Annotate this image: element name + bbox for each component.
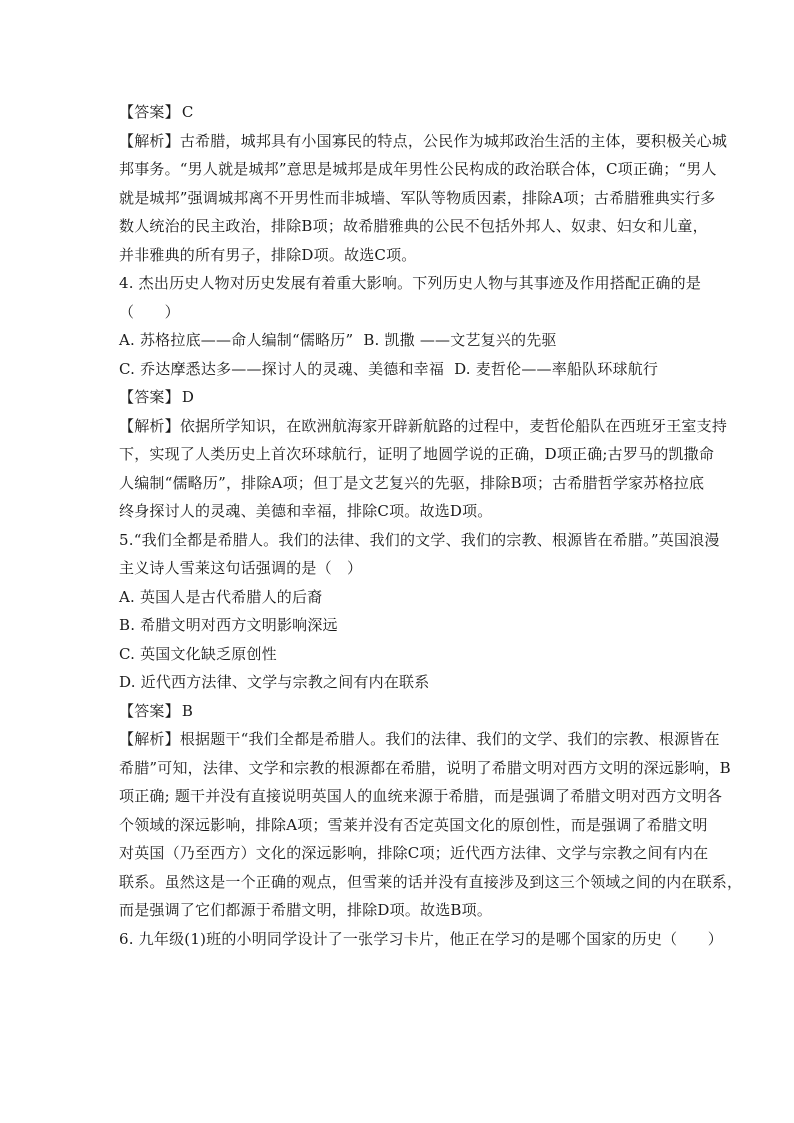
q4-options-row-1 bbox=[119, 326, 679, 355]
analysis-line bbox=[119, 725, 720, 754]
answer-label: 【答案】 bbox=[119, 388, 180, 406]
option-c: C. 英国文化缺乏原创性 bbox=[119, 644, 277, 663]
analysis-line: 希腊”可知，法律、文学和宗教的根源都在希腊，说明了希腊文明对西方文明的深远影响，B bbox=[119, 758, 731, 777]
q5-analysis bbox=[119, 725, 743, 925]
q5-stem bbox=[119, 526, 720, 583]
analysis-label: 【解析】 bbox=[119, 131, 180, 150]
analysis-text: 依据所学知识，在欧洲航海家开辟新航路的过程中，麦哲伦船队在西班牙王室支持 bbox=[179, 416, 728, 435]
analysis-line: 而是强调了它们都源于希腊文明，排除D项。故选B项。 bbox=[119, 901, 493, 919]
option-b: B. 希腊文明对西方文明影响深远 bbox=[119, 616, 338, 634]
q3-answer bbox=[119, 98, 679, 127]
q5-answer bbox=[119, 697, 679, 726]
option-c: C. 乔达摩悉达多——探讨人的灵魂、美德和幸福 bbox=[119, 359, 445, 378]
q4-stem bbox=[119, 269, 702, 326]
analysis-line: 邦事务。“男人就是城邦”意思是城邦是成年男性公民构成的政治联合体，C项正确；“男人 bbox=[119, 160, 717, 178]
q3-analysis bbox=[119, 127, 728, 270]
option-d: D. 麦哲伦——率船队环球航行 bbox=[454, 359, 659, 378]
option-b: B. 凯撒 ——文艺复兴的先驱 bbox=[363, 331, 557, 349]
analysis-line: 并非雅典的所有男子，排除D项。故选C项。 bbox=[119, 245, 417, 264]
question-stem-line: 5.“我们全都是希腊人。我们的法律、我们的文学、我们的宗教、根源皆在希腊。”英国浪漫 bbox=[119, 530, 720, 549]
answer-value: C bbox=[181, 103, 194, 121]
option-d: D. 近代西方法律、文学与宗教之间有内在联系 bbox=[119, 673, 430, 691]
analysis-line: 个领域的深远影响，排除A项；雪莱并没有否定英国文化的原创性，而是强调了希腊文明 bbox=[119, 815, 708, 834]
answer-value: B bbox=[181, 701, 194, 720]
analysis-line: 项正确; 题干并没有直接说明英国人的血统来源于希腊，而是强调了希腊文明对西方文明各 bbox=[119, 787, 723, 805]
analysis-line: 就是城邦”强调城邦离不开男性而非城墙、军队等物质因素，排除A项；古希腊雅典实行多 bbox=[119, 188, 716, 207]
question-stem-line: 主义诗人雪莱这句话强调的是（ ） bbox=[119, 559, 363, 577]
analysis-line: 人编制“儒略历”，排除A项；但丁是文艺复兴的先驱，排除B项；古希腊哲学家苏格拉底 bbox=[119, 473, 705, 492]
answer-value: D bbox=[181, 388, 195, 406]
analysis-line bbox=[119, 412, 728, 441]
analysis-line: 对英国（乃至西方）文化的深远影响，排除C项；近代西方法律、文学与宗教之间有内在 bbox=[119, 844, 709, 862]
analysis-line: 终身探讨人的灵魂、美德和幸福，排除C项。故选D项。 bbox=[119, 502, 493, 520]
analysis-label: 【解析】 bbox=[119, 416, 180, 435]
option-a: A. 英国人是古代希腊人的后裔 bbox=[119, 587, 323, 606]
analysis-line bbox=[119, 127, 728, 156]
q4-answer bbox=[119, 383, 679, 412]
q4-analysis bbox=[119, 412, 728, 526]
analysis-line: 联系。虽然这是一个正确的观点，但雪莱的话并没有直接涉及到这三个领域之间的内在联系， bbox=[119, 872, 743, 891]
document-content bbox=[119, 98, 743, 953]
analysis-text: 古希腊，城邦具有小国寡民的特点，公民作为城邦政治生活的主体，要积极关心城 bbox=[179, 131, 728, 150]
answer-label: 【答案】 bbox=[119, 103, 180, 121]
option-a: A. 苏格拉底——命人编制“儒略历” bbox=[119, 331, 354, 349]
analysis-line: 数人统治的民主政治，排除B项；故希腊雅典的公民不包括外邦人、奴隶、妇女和儿童， bbox=[119, 217, 708, 235]
question-stem-line: 4. 杰出历史人物对历史发展有着重大影响。下列历史人物与其事迹及作用搭配正确的是 bbox=[119, 274, 702, 292]
analysis-label: 【解析】 bbox=[119, 730, 180, 748]
question-stem-line: 6. 九年级(1)班的小明同学设计了一张学习卡片，他正在学习的是哪个国家的历史（ ） bbox=[119, 929, 723, 948]
q4-options-row-2 bbox=[119, 355, 679, 384]
question-stem-line: （ ） bbox=[119, 302, 180, 321]
analysis-text: 根据题干“我们全都是希腊人。我们的法律、我们的文学、我们的宗教、根源皆在 bbox=[179, 730, 720, 748]
analysis-line: 下，实现了人类历史上首次环球航行，证明了地圆学说的正确，D项正确;古罗马的凯撒命 bbox=[119, 445, 715, 463]
answer-label: 【答案】 bbox=[119, 701, 180, 720]
